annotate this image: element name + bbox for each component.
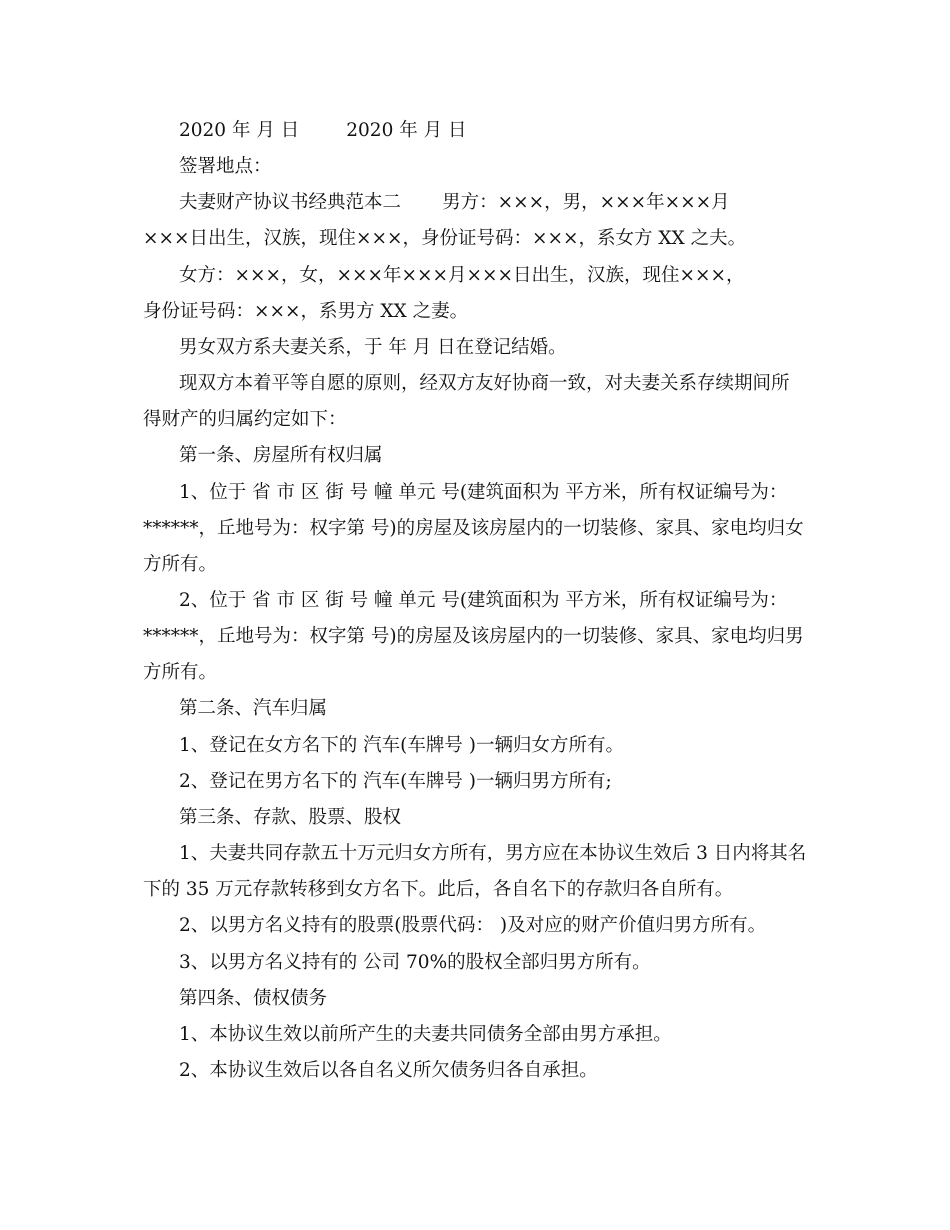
article-four-heading: 第四条、债权债务 [179, 988, 328, 1009]
article-one-item-1-end: 方所有。 [143, 554, 218, 575]
article-one-item-2-cont: ******，丘地号为：权字第 号)的房屋及该房屋内的一切装修、家具、家电均归男 [143, 626, 804, 647]
article-three-item-3: 3、以男方名义持有的 公司 70%的股权全部归男方所有。 [179, 952, 651, 973]
signature-date-line: 2020 年 月 日 2020 年 月 日 [179, 120, 467, 141]
article-four-item-2: 2、本协议生效后以各自名义所欠债务归各自承担。 [179, 1060, 598, 1081]
husband-details-line: ×××日出生，汉族，现住×××，身份证号码：×××，系女方 XX 之夫。 [143, 228, 747, 249]
article-three-item-1-cont: 下的 35 万元存款转移到女方名下。此后，各自名下的存款归各自所有。 [143, 879, 734, 900]
wife-details-line: 女方：×××，女，×××年×××月×××日出生，汉族，现住×××， [179, 265, 745, 286]
article-two-heading: 第二条、汽车归属 [179, 698, 328, 719]
signing-location-line: 签署地点： [179, 156, 272, 177]
article-one-item-1-cont: ******，丘地号为：权字第 号)的房屋及该房屋内的一切装修、家具、家电均归女 [143, 518, 804, 539]
article-four-item-1: 1、本协议生效以前所产生的夫妻共同债务全部由男方承担。 [179, 1024, 672, 1045]
article-one-item-2-end: 方所有。 [143, 662, 218, 683]
wife-details-line-cont: 身份证号码：×××，系男方 XX 之妻。 [143, 301, 469, 322]
article-one-item-2: 2、位于 省 市 区 街 号 幢 单元 号(建筑面积为 平方米，所有权证编号为： [179, 590, 788, 611]
heading-and-husband-line: 夫妻财产协议书经典范本二 男方：×××，男，×××年×××月 [179, 192, 730, 213]
article-three-item-1: 1、夫妻共同存款五十万元归女方所有，男方应在本协议生效后 3 日内将其名 [179, 843, 807, 864]
article-one-item-1: 1、位于 省 市 区 街 号 幢 单元 号(建筑面积为 平方米，所有权证编号为： [179, 482, 788, 503]
agreement-intro-line: 现双方本着平等自愿的原则，经双方友好协商一致，对夫妻关系存续期间所 [179, 373, 790, 394]
article-three-heading: 第三条、存款、股票、股权 [179, 807, 402, 828]
article-three-item-2: 2、以男方名义持有的股票(股票代码： )及对应的财产价值归男方所有。 [179, 915, 767, 936]
agreement-intro-line-cont: 得财产的归属约定如下： [143, 409, 347, 430]
article-one-heading: 第一条、房屋所有权归属 [179, 445, 383, 466]
article-two-item-2: 2、登记在男方名下的 汽车(车牌号 )一辆归男方所有; [179, 771, 612, 792]
article-two-item-1: 1、登记在女方名下的 汽车(车牌号 )一辆归女方所有。 [179, 735, 624, 756]
marriage-statement-line: 男女双方系夫妻关系，于 年 月 日在登记结婚。 [179, 337, 567, 358]
